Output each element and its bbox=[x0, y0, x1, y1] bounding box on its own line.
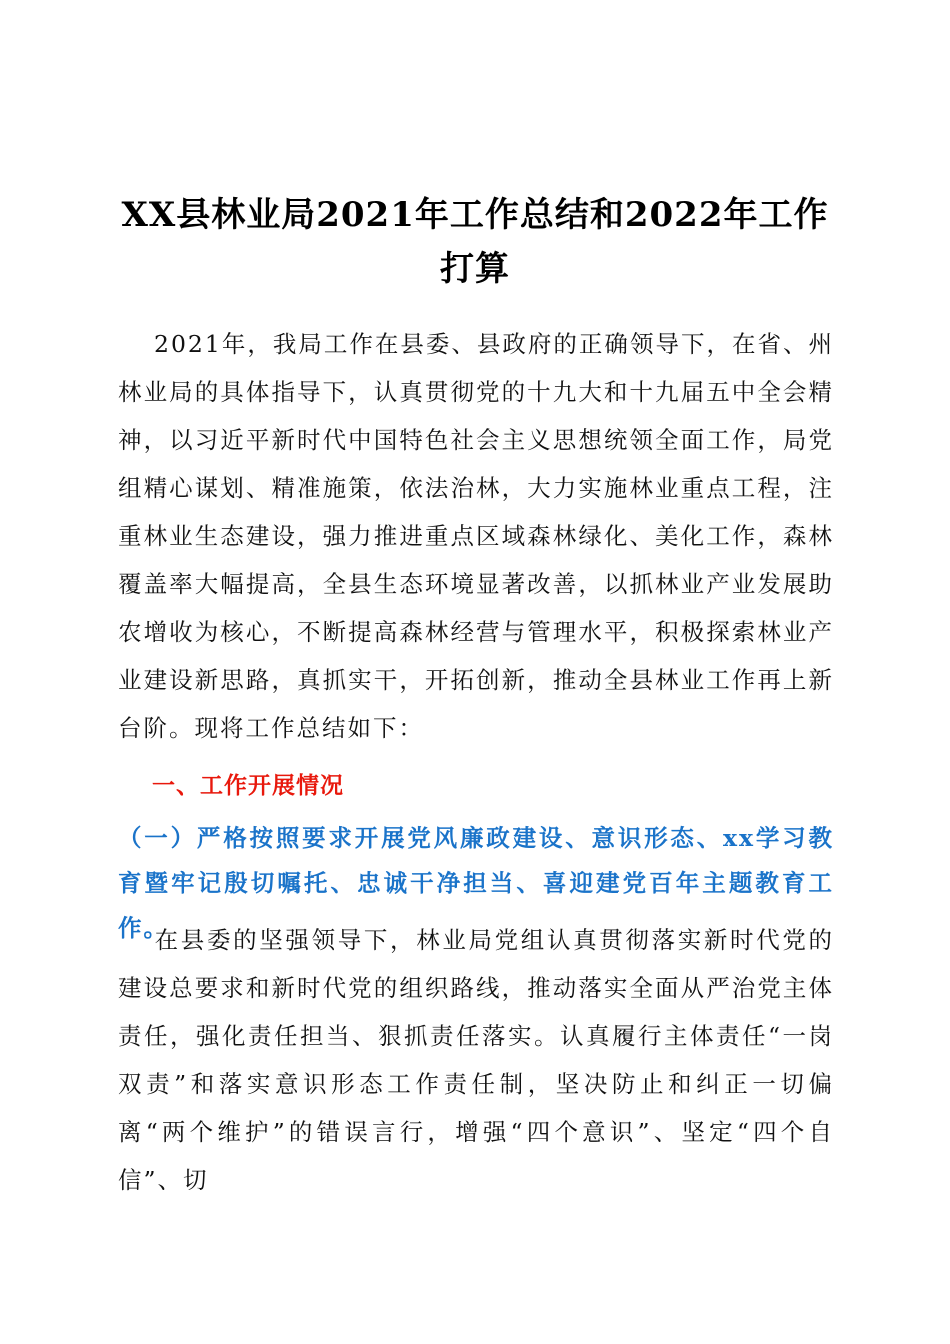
intro-paragraph-text: 2021年，我局工作在县委、县政府的正确领导下，在省、州林业局的具体指导下，认真贯彻党的十九大和十九届五中全会精神，以习近平新时代中国特色社会主义思想统领全面工作，局党组精心谋划、精准施策，依法治林，大力实施林业重点工程，注重林业生态建设，强力推进重点区域森林绿化、美化工作，森林覆盖率大幅提高，全县生态环境显著改善，以抓林业产业发展助农增收为核心，不断提高森林经营与管理水平，积极探索林业产业建设新思路，真抓实干，开拓创新，推动全县林业工作再上新台阶。现将工作总结如下： bbox=[118, 330, 834, 742]
document-title bbox=[120, 188, 830, 296]
title-line-2: 打算 bbox=[440, 249, 510, 289]
subsection-heading-1: （一）严格按照要求开展党风廉政建设、意识形态、xx学习教育暨牢记殷切嘱托、忠诚干净担当、喜迎建党百年主题教育工作。 bbox=[118, 824, 834, 942]
subsection-paragraph-1-text: 在县委的坚强领导下，林业局党组认真贯彻落实新时代党的建设总要求和新时代党的组织路线，推动落实全面从严治党主体责任，强化责任担当、狠抓责任落实。认真履行主体责任“一岗双责”和落实意识形态工作责任制，坚决防止和纠正一切偏离“两个维护”的错误言行，增强“四个意识”、坚定“四个自信”、切 bbox=[118, 926, 834, 1194]
title-line-1: XX县林业局2021年工作总结和2022年工作 bbox=[121, 195, 829, 235]
section-heading-1: 一、工作开展情况 bbox=[152, 773, 344, 799]
intro-paragraph bbox=[118, 320, 834, 752]
subsection-paragraph-1 bbox=[118, 916, 834, 1204]
